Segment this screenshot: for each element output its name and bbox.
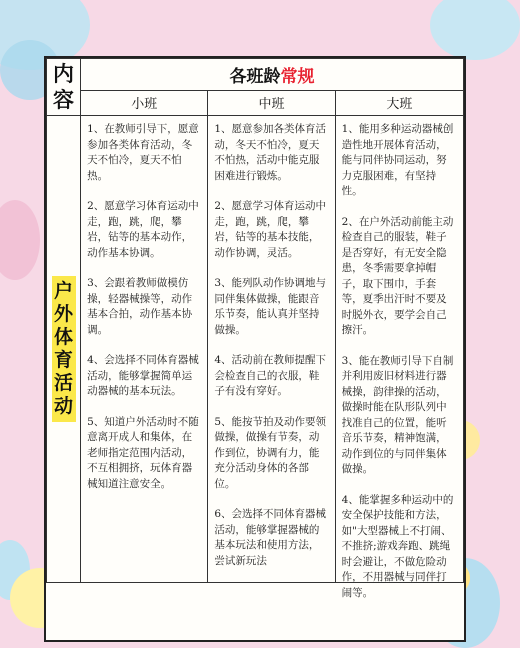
routine-table: [46, 58, 464, 599]
middle-class-item: 2、愿意学习体育运动中走，跑，跳，爬，攀岩，钻等的基本技能，动作协调，灵活。: [214, 200, 327, 259]
grade-header-small: 小班: [81, 90, 208, 115]
small-class-column: [81, 116, 208, 583]
content-header-bottom: 容: [53, 87, 75, 112]
category-char: 活: [54, 372, 74, 394]
middle-class-item: 4、活动前在教师提醒下会检查自己的衣服，鞋子有没有穿好。: [214, 354, 327, 397]
category-label-outdoor-sports: [52, 276, 76, 422]
middle-class-item: 3、能列队动作协调地与同伴集体做操，能跟音乐节奏，能认真并坚持做操。: [214, 277, 327, 336]
middle-class-item: 5、能按节拍及动作要领做操，做操有节奏，动作到位，协调有力，能充分活动身体的各部位。: [214, 415, 327, 490]
category-char: 体: [54, 326, 74, 348]
pink-blob-decoration: [0, 200, 40, 280]
content-header-top: 内: [53, 61, 75, 86]
category-char: 育: [54, 349, 74, 371]
large-class-item: 2、在户外活动前能主动检查自己的服装，鞋子是否穿好，有无安全隐患，冬季需要拿掉帽子，取下围巾，手套等，夏季出汗时不要及时脱外衣，要学会自己擦汗。: [341, 215, 454, 336]
middle-class-item: 6、会选择不同体育器械活动，能够掌握器械的基本玩法和使用方法，尝试新玩法: [214, 508, 327, 567]
title-accent-text: 常规: [280, 66, 315, 87]
category-cell: [47, 116, 81, 583]
category-char: 外: [54, 303, 74, 325]
content-header-cell: [47, 59, 81, 116]
large-class-item: 3、能在教师引导下自制并利用废旧材料进行器械操，韵律操的活动，做操时能在队形队列中找准自己的位置，能听音乐节奏，精神饱满，动作到位的与同伴集体做操。: [341, 354, 454, 475]
small-class-item: 5、知道户外活动时不随意离开成人和集体，在老师指定范围内活动，不互相拥挤，玩体育器械知道注意安全。: [87, 415, 199, 490]
small-class-item: 1、在教师引导下，愿意参加各类体育活动，冬天不怕冷，夏天不怕热。: [87, 123, 199, 182]
small-class-item: 4、会选择不同体育器械活动，能够掌握简单运动器械的基本玩法。: [87, 354, 199, 397]
category-char: 户: [54, 280, 74, 302]
small-class-item: 2、愿意学习体育运动中走，跑，跳，爬，攀岩，钻等的基本动作，动作基本协调。: [87, 200, 199, 259]
large-class-column: [335, 116, 463, 599]
blue-blob-decoration: [430, 0, 520, 60]
table-title: [81, 59, 464, 91]
middle-class-item: 1、愿意参加各类体育活动，冬天不怕冷，夏天不怕热，活动中能克服困难进行锻炼。: [214, 123, 327, 182]
grade-header-middle: 中班: [208, 90, 335, 115]
middle-class-column: [208, 116, 335, 583]
routine-table-sheet: [44, 56, 466, 642]
small-class-item: 3、会跟着教师做模仿操，轻器械操等，动作基本合拍，动作基本协调。: [87, 277, 193, 336]
category-char: 动: [54, 395, 74, 417]
grade-header-large: 大班: [335, 90, 463, 115]
title-text: 各班龄: [229, 66, 281, 87]
large-class-item: 4、能掌握多种运动中的安全保护技能和方法，如"大型器械上不打闹、不推挤;游戏奔跑、跳绳时会避让，不做危险动作，不用器械与同伴打闹等。: [341, 493, 454, 599]
large-class-item: 1、能用多种运动器械创造性地开展体育活动，能与同伴协同运动，努力克服困难，有坚持性。: [341, 123, 454, 197]
